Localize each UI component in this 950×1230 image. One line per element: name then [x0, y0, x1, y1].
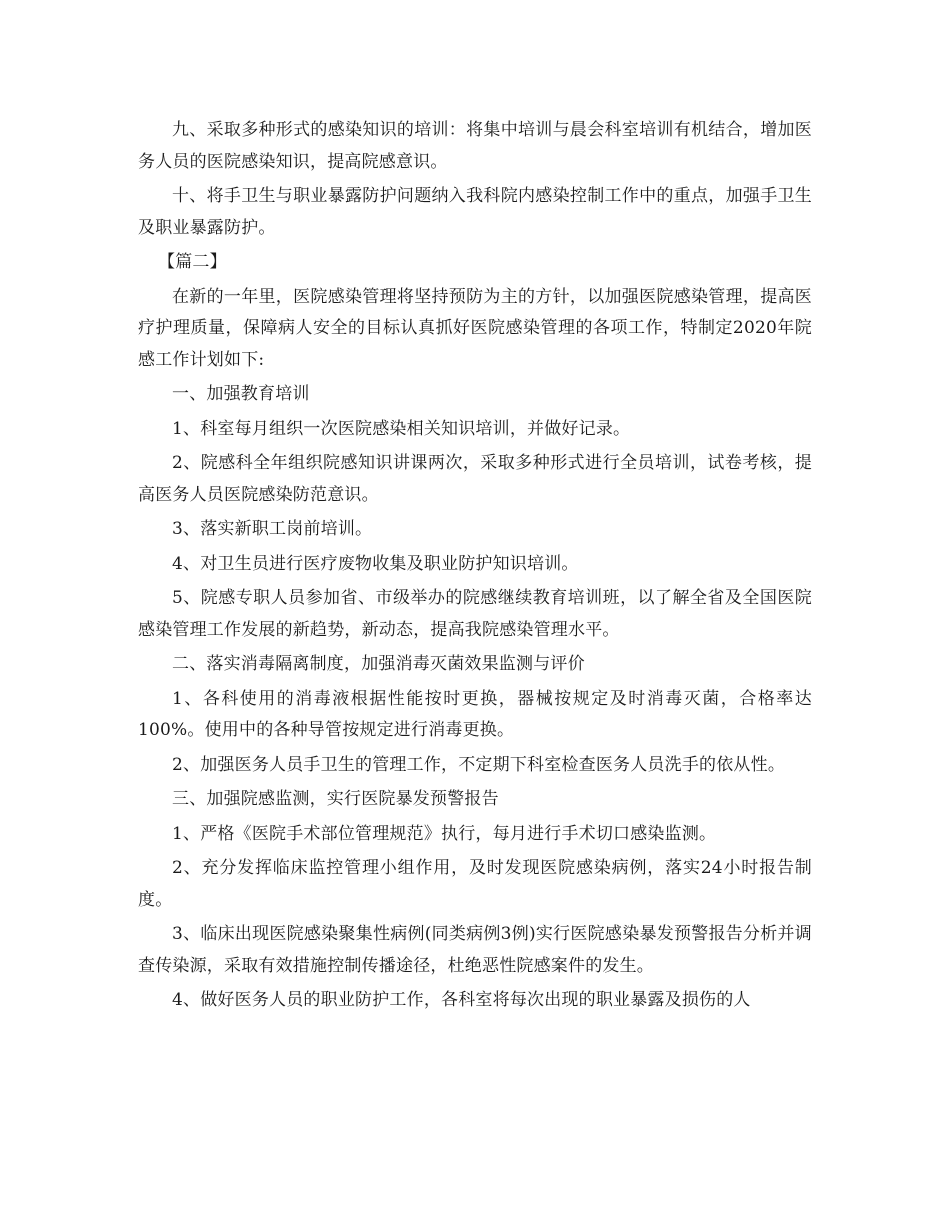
heading-education-training: 一、加强教育培训: [172, 384, 310, 404]
section-heading-part-two: 【篇二】: [158, 252, 227, 272]
disinfection-item-1: 1、各科使用的消毒液根据性能按时更换，器械按规定及时消毒灭菌，合格率达100%。使用中的各种导管按规定进行消毒更换。: [138, 688, 812, 740]
paragraph-10: 十、将手卫生与职业暴露防护问题纳入我科院内感染控制工作中的重点，加强手卫生及职业暴露防护。: [138, 186, 812, 238]
document-body: [138, 115, 812, 1020]
heading-monitoring: 三、加强院感监测，实行医院暴发预警报告: [172, 789, 499, 809]
monitoring-item-2: 2、充分发挥临床监控管理小组作用，及时发现医院感染病例，落实24小时报告制度。: [138, 858, 812, 910]
training-item-1: 1、科室每月组织一次医院感染相关知识培训，并做好记录。: [172, 418, 631, 439]
intro-paragraph: 在新的一年里，医院感染管理将坚持预防为主的方针，以加强医院感染管理，提高医疗护理质量，保障病人安全的目标认真抓好医院感染管理的各项工作，特制定2020年院感工作计划如下:: [138, 286, 812, 370]
paragraph-9: 九、采取多种形式的感染知识的培训：将集中培训与晨会科室培训有机结合，增加医务人员的医院感染知识，提高院感意识。: [138, 120, 812, 172]
training-item-2: 2、院感科全年组织院感知识讲课两次，采取多种形式进行全员培训，试卷考核，提高医务人员医院感染防范意识。: [138, 453, 812, 505]
training-item-3: 3、落实新职工岗前培训。: [172, 519, 373, 539]
monitoring-item-3: 3、临床出现医院感染聚集性病例(同类病例3例)实行医院感染暴发预警报告分析并调查传染源，采取有效措施控制传播途径，杜绝恶性院感案件的发生。: [138, 924, 812, 976]
monitoring-item-1: 1、严格《医院手术部位管理规范》执行，每月进行手术切口感染监测。: [172, 823, 717, 844]
training-item-4: 4、对卫生员进行医疗废物收集及职业防护知识培训。: [172, 553, 579, 574]
monitoring-item-4: 4、做好医务人员的职业防护工作，各科室将每次出现的职业暴露及损伤的人: [172, 990, 751, 1010]
disinfection-item-2: 2、加强医务人员手卫生的管理工作，不定期下科室检查医务人员洗手的依从性。: [172, 754, 786, 775]
training-item-5: 5、院感专职人员参加省、市级举办的院感继续教育培训班，以了解全省及全国医院感染管理工作发展的新趋势，新动态，提高我院感染管理水平。: [138, 588, 812, 640]
heading-disinfection: 二、落实消毒隔离制度，加强消毒灭菌效果监测与评价: [172, 654, 585, 674]
